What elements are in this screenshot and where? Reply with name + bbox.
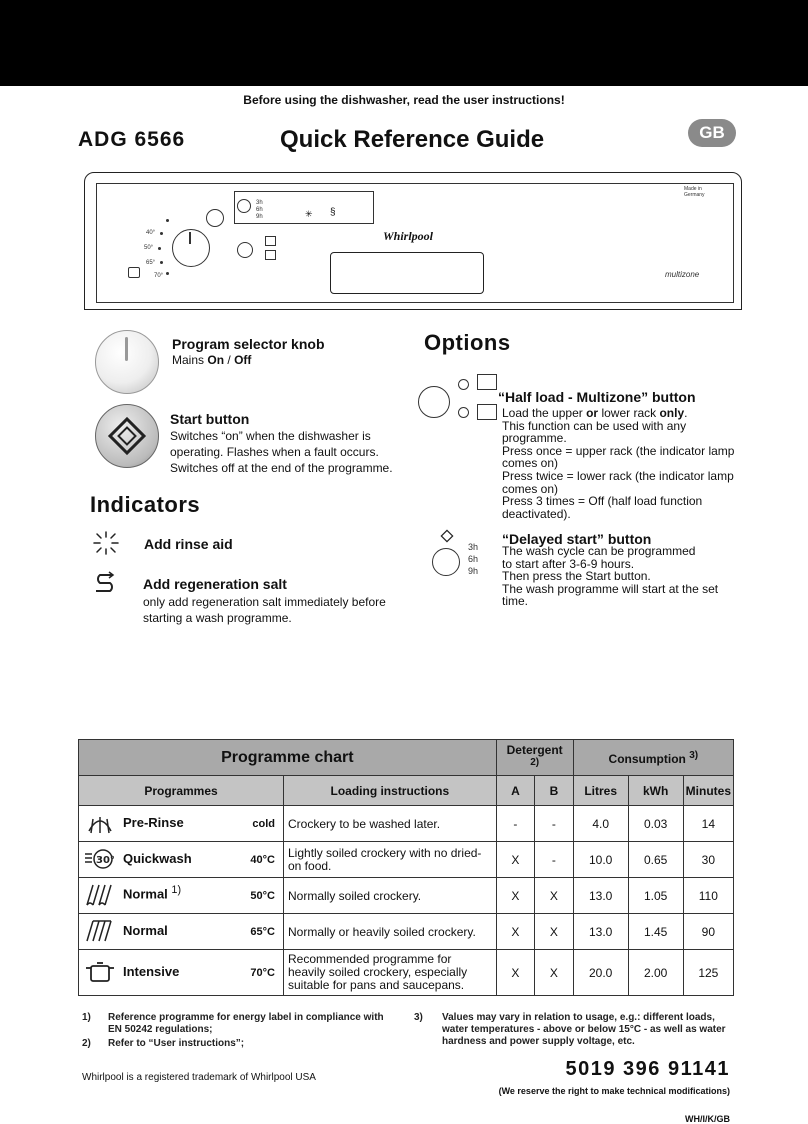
on-label: On: [207, 353, 225, 367]
options-heading: Options: [424, 330, 511, 355]
modifications-note: (We reserve the right to make technical modifications): [498, 1086, 730, 1096]
selector-knob-text: [172, 352, 251, 368]
normal-50-icon: [83, 881, 123, 910]
footnote-3-mark: 3): [414, 1012, 423, 1023]
panel-display-window: [330, 252, 484, 294]
start-button[interactable]: [95, 404, 159, 468]
panel-indicator-strip: [234, 191, 374, 224]
detergent-b-cell: X: [535, 914, 574, 950]
part-number: 5019 396 91141: [565, 1058, 730, 1080]
intensive-pot-icon: [128, 267, 140, 278]
rinse-aid-indicator-icon: [90, 530, 122, 556]
panel-upper-rack-lamp: [265, 236, 276, 246]
panel-lamp-dot: [166, 219, 169, 222]
made-in-label: Made in Germany: [684, 186, 705, 198]
start-line: operating. Flashes when a fault occurs.: [170, 445, 379, 459]
panel-delay-button[interactable]: [237, 199, 251, 213]
off-label: Off: [234, 353, 252, 367]
start-line: Switches “on” when the dishwasher is: [170, 429, 371, 443]
loading-cell: Normally or heavily soiled crockery.: [284, 914, 497, 950]
kwh-cell: 0.65: [628, 842, 683, 878]
svg-text:30°: 30°: [96, 855, 115, 866]
half-load-title: “Half load - Multizone” button: [498, 389, 696, 405]
litres-cell: 4.0: [573, 806, 628, 842]
delayed-line: The wash programme will start at the set: [502, 581, 719, 596]
document-code: WH/I/K/GB: [685, 1114, 730, 1124]
panel-half-load-button[interactable]: [237, 242, 253, 258]
consumption-header: Consumption $^{3)}$: [573, 740, 733, 776]
panel-knob-pointer: [189, 232, 191, 244]
panel-lamp-dot: [158, 247, 161, 250]
programme-temp: 70°C: [250, 966, 275, 979]
quickwash-icon: [83, 845, 123, 874]
start-button-text: [170, 428, 393, 476]
half-load-line: programme.: [502, 431, 567, 446]
litres-cell: 20.0: [573, 950, 628, 996]
kwh-cell: 1.05: [628, 878, 683, 914]
panel-delay-label-6: 6h: [256, 207, 263, 213]
loading-cell: Crockery to be washed later.: [284, 806, 497, 842]
chart-columns-row: [79, 776, 734, 806]
detergent-a-cell: X: [496, 950, 535, 996]
rinse-aid-label: Add rinse aid: [144, 536, 233, 552]
half-load-line: Press twice = lower rack (the indicator lamp: [502, 468, 734, 483]
panel-delay-label-3: 3h: [256, 200, 263, 206]
salt-indicator-icon: [92, 571, 118, 593]
detergent-header: Detergent $^{2)}$: [496, 740, 573, 776]
col-litres: Litres: [573, 776, 628, 806]
delay-hour-labels: [468, 541, 478, 577]
minutes-cell: 30: [683, 842, 733, 878]
panel-delay-label-9: 9h: [256, 214, 263, 220]
half-load-button[interactable]: [418, 386, 450, 418]
salt-text: [143, 594, 386, 626]
delayed-line: to start after 3-6-9 hours.: [502, 556, 635, 571]
litres-cell: 10.0: [573, 842, 628, 878]
start-diamond-icon: [96, 405, 158, 467]
panel-temp-50: 50°: [144, 245, 154, 251]
footnote-2: Refer to “User instructions”;: [108, 1038, 245, 1049]
salt-line: only add regeneration salt immediately before: [143, 595, 386, 609]
panel-temp-40: 40°: [146, 230, 156, 236]
footnote-1: Reference programme for energy label in compliance with EN 50242 regulations;: [108, 1012, 384, 1035]
programme-name: Normal $^{1)}$: [123, 884, 182, 902]
half-load-line: This function can be used with any: [502, 418, 687, 433]
top-black-band: [0, 0, 808, 86]
delayed-start-text: [502, 545, 718, 608]
minutes-cell: 125: [683, 950, 733, 996]
panel-brand-logo: Whirlpool: [383, 229, 434, 243]
table-row: [79, 806, 734, 842]
detergent-a-cell: -: [496, 806, 535, 842]
programme-temp: cold: [252, 817, 275, 830]
loading-cell: Recommended programme for heavily soiled crockery, especially suitable for pans and saucepans.: [284, 950, 497, 996]
programme-name: Quickwash: [123, 850, 192, 866]
panel-temp-70: 70°: [154, 273, 164, 279]
salt-line: starting a wash programme.: [143, 611, 292, 625]
programme-cell: [79, 806, 284, 842]
delayed-line: Then press the Start button.: [502, 569, 651, 584]
half-load-line: comes on): [502, 456, 559, 471]
normal-65-icon: [83, 917, 123, 946]
kwh-cell: 0.03: [628, 806, 683, 842]
chart-title: Programme chart: [79, 740, 497, 776]
half-load-line-1: Load the upper or lower rack only.: [502, 406, 688, 420]
detergent-b-cell: X: [535, 950, 574, 996]
separator: /: [227, 353, 231, 367]
multizone-logo: multizone: [665, 270, 700, 279]
delayed-start-title: “Delayed start” button: [502, 531, 652, 547]
start-button-title: Start button: [170, 411, 250, 427]
upper-rack-icon: [477, 374, 497, 390]
col-kwh: kWh: [628, 776, 683, 806]
panel-start-button[interactable]: [206, 209, 224, 227]
minutes-cell: 110: [683, 878, 733, 914]
litres-cell: 13.0: [573, 878, 628, 914]
loading-cell: Lightly soiled crockery with no dried-on food.: [284, 842, 497, 878]
country-badge: GB: [688, 119, 736, 147]
start-line: Switches off at the end of the programme.: [170, 461, 393, 475]
col-programmes: Programmes: [79, 776, 284, 806]
detergent-a-cell: X: [496, 842, 535, 878]
footnote-1-mark: 1): [82, 1012, 91, 1023]
litres-cell: 13.0: [573, 914, 628, 950]
programme-cell: [79, 878, 284, 914]
programme-name: Intensive: [123, 963, 180, 979]
table-row: [79, 914, 734, 950]
page-title: Quick Reference Guide: [280, 126, 545, 153]
salt-title: Add regeneration salt: [143, 576, 287, 592]
minutes-cell: 90: [683, 914, 733, 950]
rinse-aid-icon: ✳: [305, 209, 313, 219]
panel-lower-rack-lamp: [265, 250, 276, 260]
col-a: A: [496, 776, 535, 806]
detergent-b-cell: -: [535, 842, 574, 878]
col-b: B: [535, 776, 574, 806]
indicators-heading: Indicators: [90, 492, 201, 517]
half-load-line: comes on): [502, 481, 559, 496]
programme-temp: 50°C: [250, 889, 275, 902]
detergent-b-cell: -: [535, 806, 574, 842]
delay-6h: 6h: [468, 554, 479, 564]
mains-label: Mains: [172, 353, 205, 367]
lower-rack-lamp: [458, 407, 469, 418]
delay-3h: 3h: [468, 542, 479, 552]
trademark-note: Whirlpool is a registered trademark of Whirlpool USA: [82, 1072, 316, 1083]
delay-9h: 9h: [468, 566, 479, 576]
upper-rack-lamp: [458, 379, 469, 390]
panel-temp-65: 65°: [146, 260, 156, 266]
half-load-line: Press 3 times = Off (half load function: [502, 494, 703, 509]
detergent-a-cell: X: [496, 878, 535, 914]
footnote-3: Values may vary in relation to usage, e.g.: different loads, water temperatures - above or below 15°C - as well as water hardness and power supply voltage, etc.: [442, 1012, 726, 1047]
read-instructions-notice: Before using the dishwasher, read the user instructions!: [243, 93, 565, 107]
programme-temp: 65°C: [250, 925, 275, 938]
selector-knob-title: Program selector knob: [172, 336, 325, 352]
panel-lamp-dot: [160, 261, 163, 264]
kwh-cell: 1.45: [628, 914, 683, 950]
intensive-icon: [83, 958, 123, 987]
pre-rinse-icon: [83, 809, 123, 838]
programme-cell: [79, 950, 284, 996]
detergent-a-cell: X: [496, 914, 535, 950]
panel-lamp-dot: [160, 232, 163, 235]
col-minutes: Minutes: [683, 776, 733, 806]
model-number: ADG 6566: [78, 128, 186, 151]
programme-cell: [79, 914, 284, 950]
half-load-text: [502, 407, 742, 520]
programme-name: Pre-Rinse: [123, 814, 184, 830]
delayed-start-button[interactable]: [432, 548, 460, 576]
delay-diamond-icon: [440, 529, 454, 543]
panel-lamp-dot: [166, 272, 169, 275]
table-row: [79, 842, 734, 878]
loading-cell: Normally soiled crockery.: [284, 878, 497, 914]
kwh-cell: 2.00: [628, 950, 683, 996]
programme-temp: 40°C: [250, 853, 275, 866]
programme-name: Normal: [123, 922, 168, 938]
minutes-cell: 14: [683, 806, 733, 842]
chart-header-row: [79, 740, 734, 776]
table-row: [79, 878, 734, 914]
delayed-line: The wash cycle can be programmed: [502, 544, 696, 558]
program-selector-knob[interactable]: [95, 330, 159, 394]
salt-icon: §: [330, 207, 336, 218]
programme-cell: [79, 842, 284, 878]
programme-chart: [78, 739, 734, 996]
table-row: [79, 950, 734, 996]
delayed-line: time.: [502, 594, 529, 609]
footnote-2-mark: 2): [82, 1038, 91, 1049]
detergent-b-cell: X: [535, 878, 574, 914]
panel-selector-knob[interactable]: [172, 229, 210, 267]
col-loading: Loading instructions: [284, 776, 497, 806]
lower-rack-icon: [477, 404, 497, 420]
half-load-line: deactivated).: [502, 506, 571, 521]
half-load-line: Press once = upper rack (the indicator lamp: [502, 443, 735, 458]
